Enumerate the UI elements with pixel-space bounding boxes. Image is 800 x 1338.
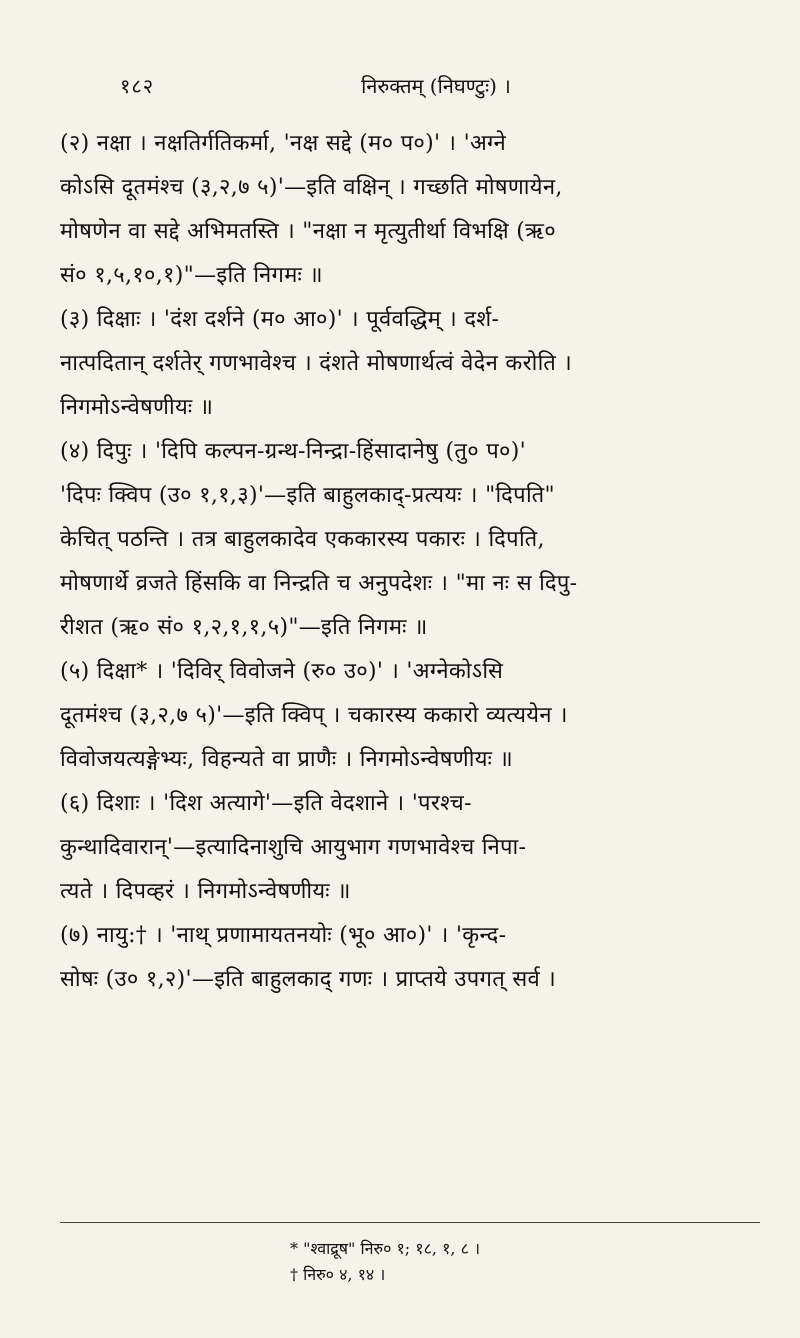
text-line: रीशत (ऋ० सं० १,२,१,१,५)"—इति निगमः ॥ — [60, 615, 428, 640]
text-line: (६) दिशाः । 'दिश अत्यागे'—इति वेदशाने । 'परश्च- — [60, 791, 472, 816]
paragraph-3 — [60, 298, 752, 430]
text-line: केचित् पठन्ति । तत्र बाहुलकादेव एककारस्य पकारः । दिपति, — [60, 527, 545, 552]
paragraph-7 — [60, 914, 752, 1002]
text-line: निगमोऽन्वेषणीयः ॥ — [60, 395, 214, 420]
paragraph-2 — [60, 122, 752, 298]
text-line: विवोजयत्यङ्गेभ्यः, विहन्यते वा प्राणैः । निगमोऽन्वेषणीयः ॥ — [60, 747, 513, 772]
text-line: (५) दिक्षा* । 'दिविर् विवोजने (रु० उ०)' । 'अग्नेकोऽसि — [60, 659, 504, 684]
footnotes — [0, 1236, 800, 1288]
main-text — [60, 122, 752, 1002]
footnote: † निरु० ४, १४ । — [290, 1265, 386, 1284]
text-line: मोषणार्थे व्रजते हिंसकि वा निन्द्रति च अनुपदेशः । "मा नः स दिपु- — [60, 571, 578, 596]
footnote: * "श्वाद्रूष" निरु० १; १८, १, ८ । — [290, 1239, 481, 1258]
paragraph-6 — [60, 782, 752, 914]
text-line: 'दिपः क्विप (उ० १,१,३)'—इति बाहुलकाद्-प्रत्ययः । "दिपति" — [60, 483, 555, 508]
running-head: निरुक्तम् (निघण्टुः) । — [361, 74, 511, 98]
text-line: कोऽसि दूतमंश्च (३,२,७ ५)'—इति वक्षिन् । गच्छति मोषणायेन, — [60, 175, 563, 200]
text-line: (४) दिपुः । 'दिपि कल्पन-ग्रन्थ-निन्द्रा-हिंसादानेषु (तु० प०)' — [60, 439, 526, 464]
text-line: (२) नक्षा । नक्षतिर्गतिकर्मा, 'नक्ष सद्दे (म० प०)' । 'अग्ने — [60, 131, 507, 156]
page-number: १८२ — [120, 74, 155, 98]
text-line: (३) दिक्षाः । 'दंश दर्शने (म० आ०)' । पूर्ववद्धिम् । दर्श- — [60, 307, 500, 332]
text-line: सं० १,५,१०,१)"—इति निगमः ॥ — [60, 263, 323, 288]
footnote-divider — [60, 1222, 760, 1223]
text-line: दूतमंश्च (३,२,७ ५)'—इति क्विप् । चकारस्य ककारो व्यत्ययेन । — [60, 703, 568, 728]
page-header — [60, 72, 752, 116]
paragraph-5 — [60, 650, 752, 782]
text-line: मोषणेन वा सद्दे अभिमतस्ति । "नक्षा न मृत्युतीर्था विभक्षि (ऋ० — [60, 219, 556, 244]
text-line: नात्पदितान् दर्शतेर् गणभावेश्च । दंशते मोषणार्थत्वं वेदेन करोति । — [60, 351, 573, 376]
text-line: (७) नायु:† । 'नाथ् प्रणामायतनयोः (भू० आ०)' । 'कृन्द- — [60, 923, 507, 948]
text-line: त्यते । दिपव्हरं । निगमोऽन्वेषणीयः ॥ — [60, 879, 351, 904]
text-line: सोषः (उ० १,२)'—इति बाहुलकाद् गणः । प्राप्तये उपगत् सर्व । — [60, 967, 557, 992]
paragraph-4 — [60, 430, 752, 650]
text-line: कुन्थादिवारान्'—इत्यादिनाशुचि आयुभाग गणभावेश्च निपा- — [60, 835, 527, 860]
